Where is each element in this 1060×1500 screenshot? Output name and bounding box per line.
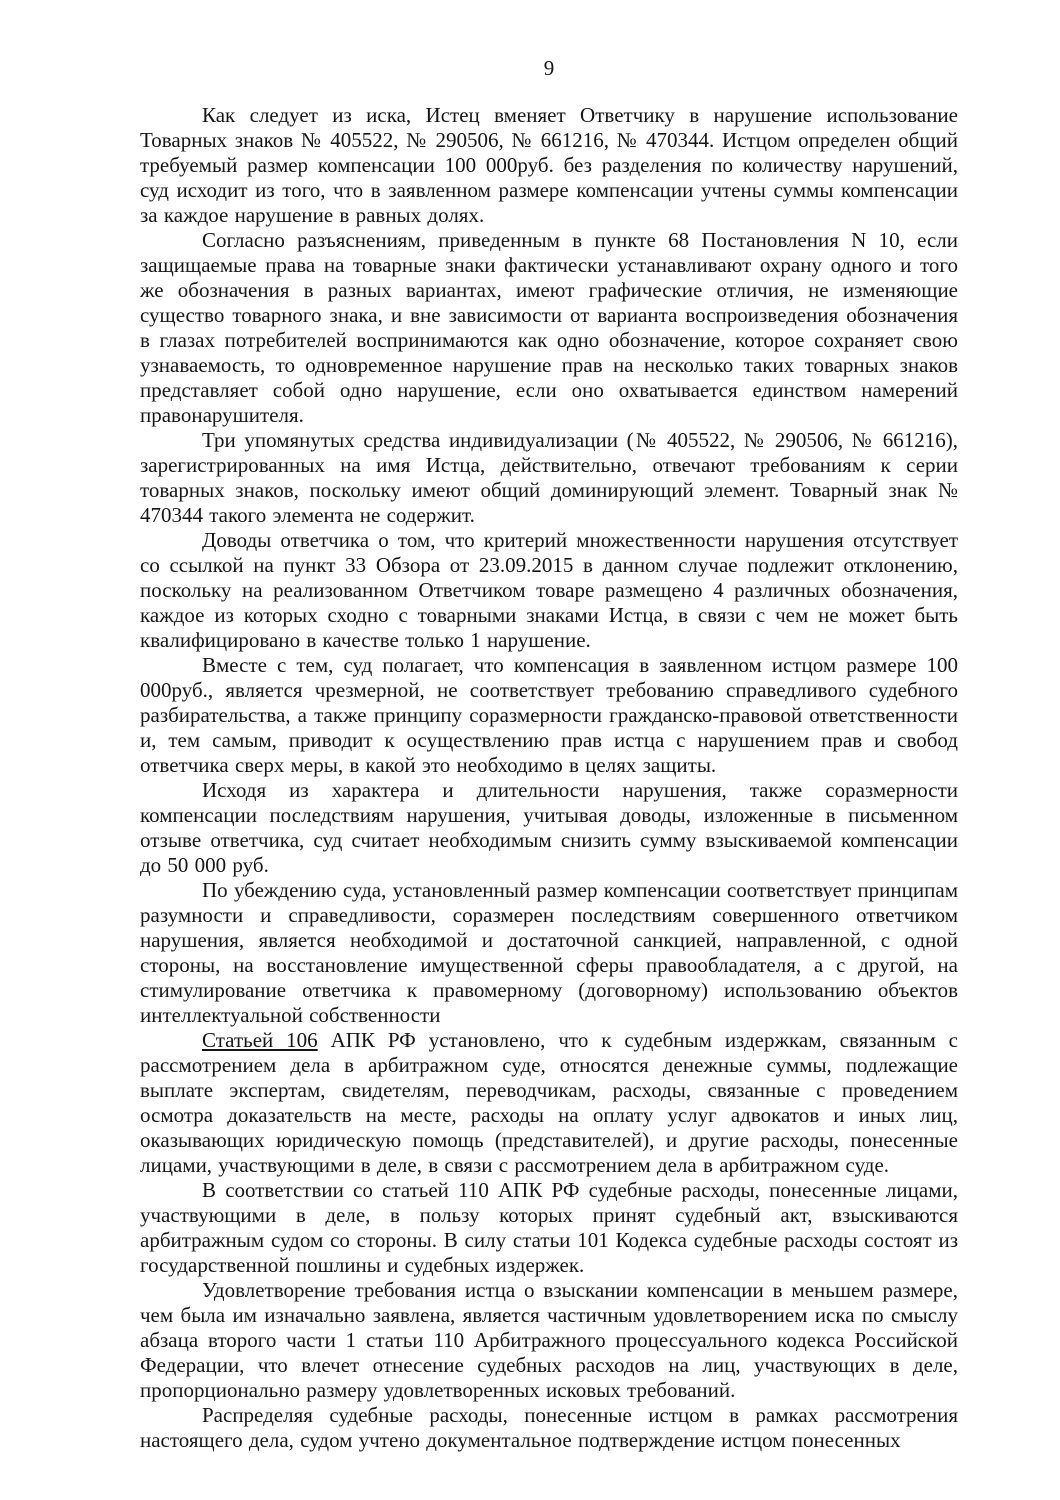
paragraph-text: АПК РФ установлено, что к судебным издержкам, связанным с рассмотрением дела в арбитражном суде, относятся денежные суммы, подлежащие выплате экспертам, свидетелям, переводчикам, расходы, связанные с проведением осмотра доказательств на месте, расходы на оплату услуг адвокатов и иных лиц, оказывающих юридическую помощь (представителей), и другие расходы, понесенные лицами, участвующими в деле, в связи с рассмотрением дела в арбитражном суде. bbox=[140, 1028, 959, 1177]
paragraph: Как следует из иска, Истец вменяет Ответчику в нарушение использование Товарных знаков № 405522, № 290506, № 661216, № 470344. Истцом определен общий требуемый размер компенсации 100 000руб. без разделения по количеству нарушений, суд исходит из того, что в заявленном размере компенсации учтены суммы компенсации за каждое нарушение в равных долях. bbox=[140, 103, 958, 227]
paragraph: Доводы ответчика о том, что критерий множественности нарушения отсутствует со ссылкой на пункт 33 Обзора от 23.09.2015 в данном случае подлежит отклонению, поскольку на реализованном Ответчиком товаре размещено 4 различных обозначения, каждое из которых сходно с товарными знаками Истца, в связи с чем не может быть квалифицировано в качестве только 1 нарушение. bbox=[140, 528, 958, 652]
paragraph: Три упомянутых средства индивидуализации (№ 405522, № 290506, № 661216), зарегистрированных на имя Истца, действительно, отвечают требованиям к серии товарных знаков, поскольку имеют общий доминирующий элемент. Товарный знак № 470344 такого элемента не содержит. bbox=[140, 428, 958, 527]
paragraph: Согласно разъяснениям, приведенным в пункте 68 Постановления N 10, если защищаемые права на товарные знаки фактически устанавливают охрану одного и того же обозначения в разных вариантах, имеют графические отличия, не изменяющие существо товарного знака, и вне зависимости от варианта воспроизведения обозначения в глазах потребителей воспринимаются как одно обозначение, которое сохраняет свою узнаваемость, то одновременное нарушение прав на несколько таких товарных знаков представляет собой одно нарушение, если оно охватывается единством намерений правонарушителя. bbox=[140, 228, 958, 427]
paragraph: Исходя из характера и длительности нарушения, также соразмерности компенсации последствиям нарушения, учитывая доводы, изложенные в письменном отзыве ответчика, суд считает необходимым снизить сумму взыскиваемой компенсации до 50 000 руб. bbox=[140, 778, 958, 877]
article-106-reference: Статьей 106 bbox=[202, 1028, 318, 1052]
paragraph: Удовлетворение требования истца о взыскании компенсации в меньшем размере, чем была им изначально заявлена, является частичным удовлетворением иска по смыслу абзаца второго части 1 статьи 110 Арбитражного процессуального кодекса Российской Федерации, что влечет отнесение судебных расходов на лиц, участвующих в деле, пропорционально размеру удовлетворенных исковых требований. bbox=[140, 1278, 958, 1402]
paragraph: В соответствии со статьей 110 АПК РФ судебные расходы, понесенные лицами, участвующими в деле, в пользу которых принят судебный акт, взыскиваются арбитражным судом со стороны. В силу статьи 101 Кодекса судебные расходы состоят из государственной пошлины и судебных издержек. bbox=[140, 1178, 958, 1277]
paragraph bbox=[140, 1028, 958, 1178]
paragraph: По убеждению суда, установленный размер компенсации соответствует принципам разумности и справедливости, соразмерен последствиям совершенного ответчиком нарушения, является необходимой и достаточной санкцией, направленной, с одной стороны, на восстановление имущественной сферы правообладателя, а с другой, на стимулирование ответчика к правомерному (договорному) использованию объектов интеллектуальной собственности bbox=[140, 878, 958, 1027]
page-number: 9 bbox=[543, 56, 555, 80]
document-body bbox=[140, 103, 958, 1453]
paragraph: Распределяя судебные расходы, понесенные истцом в рамках рассмотрения настоящего дела, судом учтено документальное подтверждение истцом понесенных bbox=[140, 1403, 958, 1452]
paragraph: Вместе с тем, суд полагает, что компенсация в заявленном истцом размере 100 000руб., является чрезмерной, не соответствует требованию справедливого судебного разбирательства, а также принципу соразмерности гражданско-правовой ответственности и, тем самым, приводит к осуществлению прав истца с нарушением прав и свобод ответчика сверх меры, в какой это необходимо в целях защиты. bbox=[140, 653, 958, 777]
